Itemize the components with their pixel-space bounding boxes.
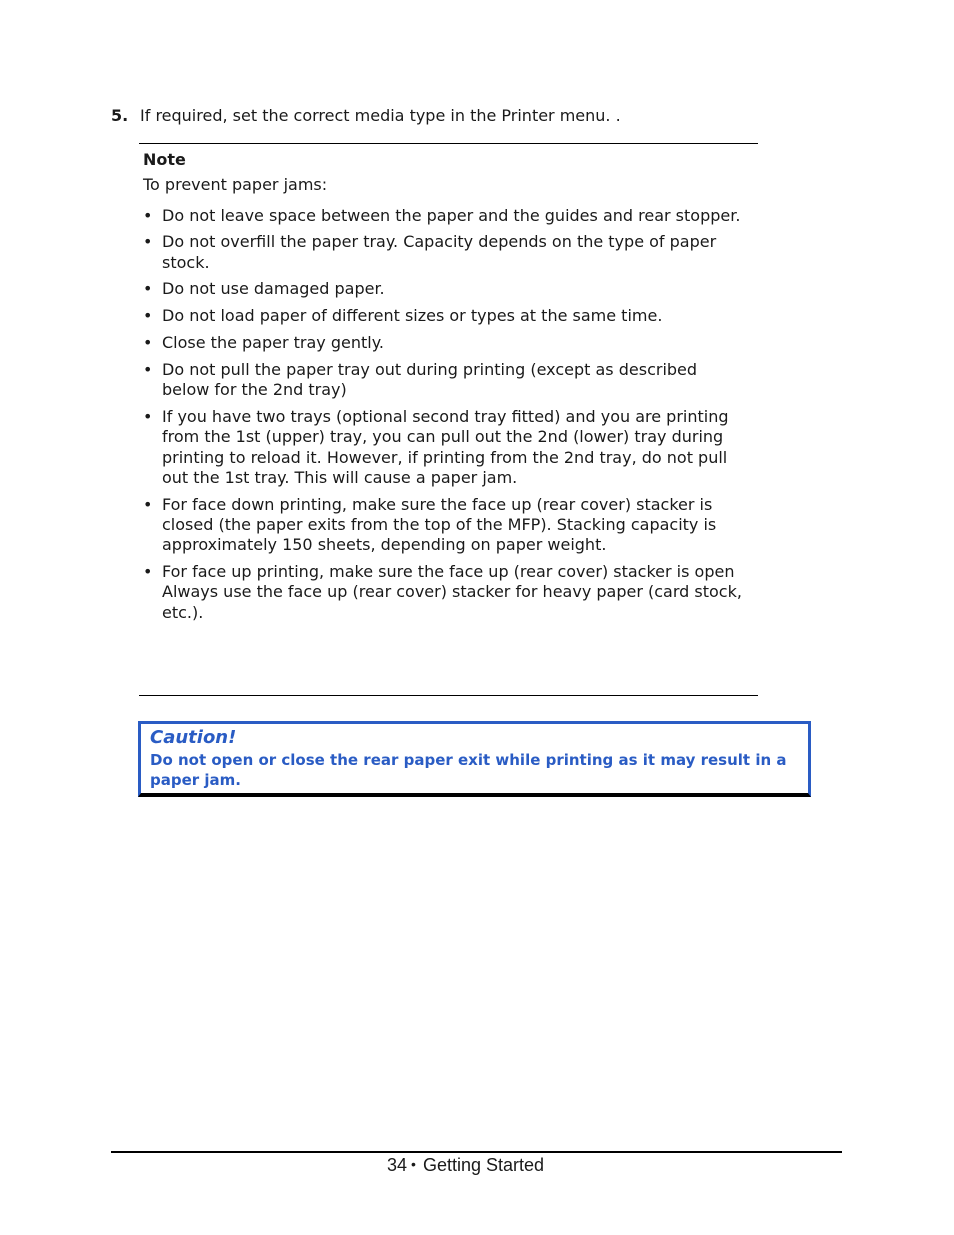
bullet-icon: • xyxy=(143,205,153,225)
bullet-icon: • xyxy=(143,232,153,252)
note-item-text: For face up printing, make sure the face up (rear cover) stacker is open Always use the face up (rear cover) stacker for heavy paper (card stock, etc.). xyxy=(162,562,742,622)
note-list-item xyxy=(143,495,743,556)
bullet-icon: • xyxy=(143,406,153,426)
note-intro: To prevent paper jams: xyxy=(143,175,328,195)
step-5 xyxy=(111,106,621,126)
note-item-text: Do not pull the paper tray out during printing (except as described below for the 2nd tray) xyxy=(162,359,698,400)
note-list xyxy=(143,206,743,623)
note-list-item xyxy=(143,232,743,273)
note-bottom-rule xyxy=(139,695,758,696)
note-list-item xyxy=(143,562,743,623)
note-list-item xyxy=(143,360,743,401)
note-item-text: Close the paper tray gently. xyxy=(162,333,384,353)
section-title-word2: Started xyxy=(485,1155,545,1175)
caution-text: Do not open or close the rear paper exit while printing as it may result in a paper jam. xyxy=(150,751,787,789)
bullet-icon: • xyxy=(143,333,153,353)
page-number: 34 xyxy=(387,1155,408,1175)
caution-box xyxy=(138,721,811,797)
note-item-text: If you have two trays (optional second tray fitted) and you are printing from the 1st (upper) tray, you can pull out the 2nd (lower) tray during printing to reload it. However, if printing from the 2nd tray, do not pull out the 1st tray. This will cause a paper jam. xyxy=(162,406,729,487)
note-item-text: Do not use damaged paper. xyxy=(162,279,385,299)
bullet-icon: • xyxy=(143,494,153,514)
note-list-item xyxy=(143,333,743,353)
note-item-text: Do not overfill the paper tray. Capacity depends on the type of paper stock. xyxy=(162,232,717,272)
bullet-icon: • xyxy=(143,359,153,379)
note-top-rule xyxy=(139,143,758,144)
note-item-text: Do not leave space between the paper and the guides and rear stopper. xyxy=(162,205,741,225)
caution-title: Caution! xyxy=(150,727,237,748)
note-list-item xyxy=(143,306,743,326)
footer-rule xyxy=(111,1151,842,1153)
note-list-item xyxy=(143,279,743,299)
bullet-icon: • xyxy=(143,562,153,582)
note-box xyxy=(143,150,743,629)
note-title: Note xyxy=(143,150,186,169)
note-item-text: For face down printing, make sure the face up (rear cover) stacker is closed (the paper exits from the top of the MFP). Stacking capacity is approximately 150 sheets, depending on paper weight. xyxy=(162,494,717,555)
step-text: If required, set the correct media type in the Printer menu. . xyxy=(140,106,621,125)
note-item-text: Do not load paper of different sizes or types at the same time. xyxy=(162,306,663,326)
note-list-item xyxy=(143,407,743,488)
bullet-icon: • xyxy=(143,279,153,299)
footer-separator: • xyxy=(411,1156,416,1172)
section-title-word1: Getting xyxy=(422,1155,481,1175)
bullet-icon: • xyxy=(143,306,153,326)
step-number: 5. xyxy=(111,106,129,125)
page-footer xyxy=(387,1155,544,1176)
note-list-item xyxy=(143,206,743,226)
